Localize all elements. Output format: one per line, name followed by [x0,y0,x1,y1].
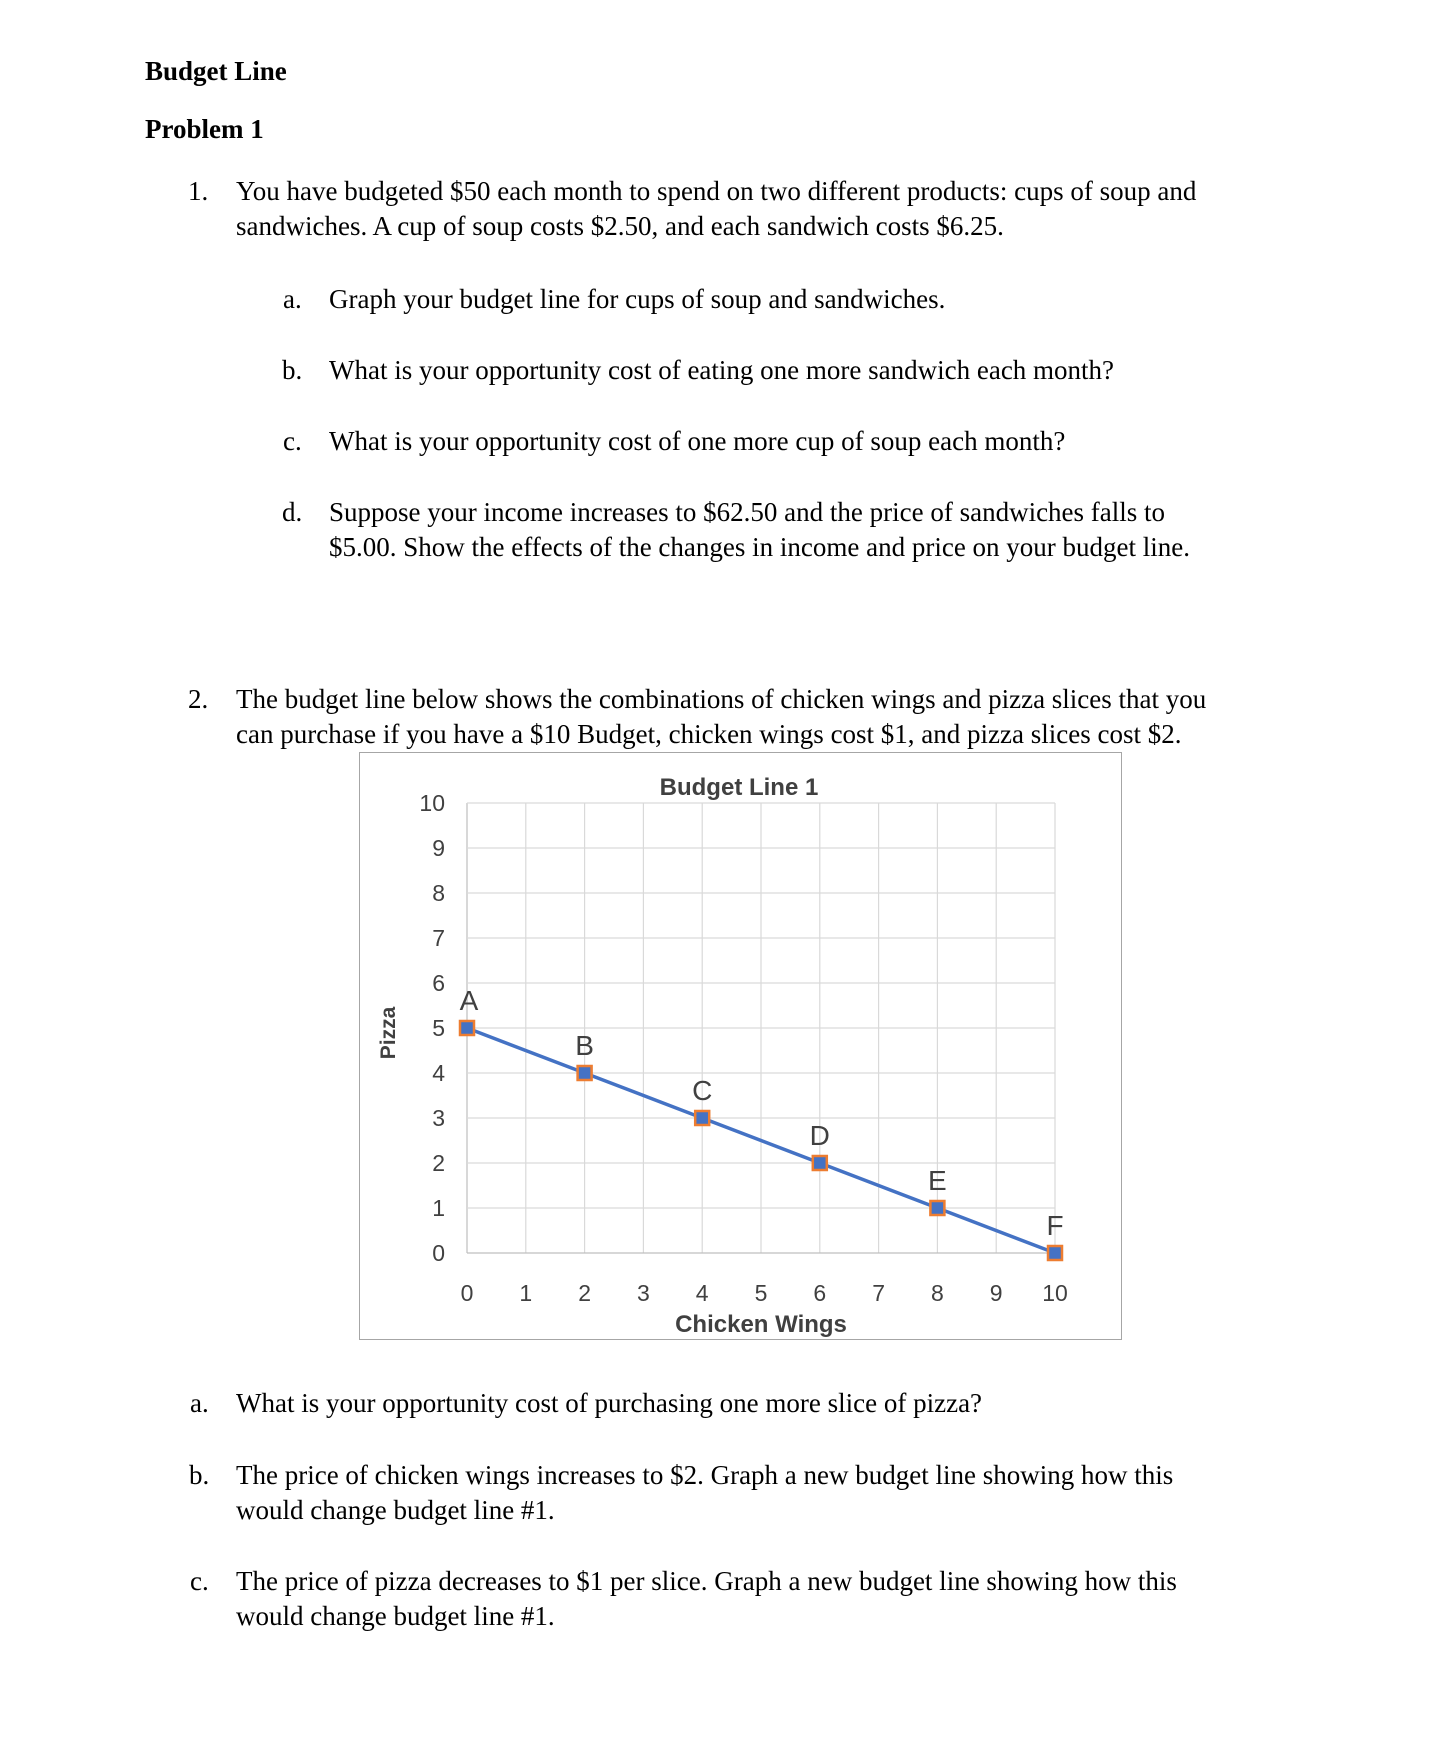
point-marker-A [460,1021,474,1035]
point-marker-D [813,1156,827,1170]
y-tick-label-3: 3 [432,1105,445,1131]
x-tick-label-0: 0 [460,1280,474,1306]
q1d-line-1: Suppose your income increases to $62.50 and the price of sandwiches falls to [329,497,1166,527]
point-label-B: B [575,1030,594,1061]
q2c-line-2: would change budget line #1. [236,1601,555,1631]
point-marker-B [578,1066,592,1080]
x-tick-label-4: 4 [695,1280,709,1306]
x-tick-label-9: 9 [989,1280,1003,1306]
q2a-label: a. [190,1388,209,1418]
point-label-A: A [459,985,479,1016]
chart-series [460,985,1064,1260]
y-tick-label-2: 2 [432,1150,445,1176]
point-label-E: E [928,1165,947,1196]
y-tick-label-8: 8 [432,880,445,906]
q1c-label: c. [283,426,302,456]
x-tick-label-6: 6 [813,1280,827,1306]
q2-number: 2. [188,684,209,714]
point-label-D: D [809,1120,830,1151]
chart-gridlines [467,803,1055,1253]
q1-line-1: You have budgeted $50 each month to spend on two different products: cups of soup and [236,176,1197,206]
q1a-label: a. [283,284,302,314]
q1d-line-2: $5.00. Show the effects of the changes in income and price on your budget line. [329,532,1191,562]
y-tick-label-6: 6 [432,970,445,996]
y-tick-label-4: 4 [432,1060,445,1086]
q1d-label: d. [282,497,303,527]
q1b-text: What is your opportunity cost of eating one more sandwich each month? [329,355,1115,385]
q1a-text: Graph your budget line for cups of soup and sandwiches. [329,284,946,314]
q1-number: 1. [188,176,209,206]
point-marker-C [695,1111,709,1125]
q1-line-2: sandwiches. A cup of soup costs $2.50, and each sandwich costs $6.25. [236,211,1004,241]
x-axis-label: Chicken Wings [675,1311,847,1338]
y-tick-label-7: 7 [432,925,445,951]
y-axis-label: Pizza [377,1006,400,1060]
x-tick-label-3: 3 [637,1280,650,1306]
q1b-label: b. [282,355,303,385]
point-marker-E [930,1201,944,1215]
point-marker-F [1048,1246,1062,1260]
q2b-line-1: The price of chicken wings increases to $2. Graph a new budget line showing how this [236,1460,1174,1490]
y-tick-label-5: 5 [432,1015,445,1041]
q1c-text: What is your opportunity cost of one more cup of soup each month? [329,426,1066,456]
x-tick-label-7: 7 [872,1280,885,1306]
x-tick-label-2: 2 [578,1280,591,1306]
chart-title: Budget Line 1 [659,774,819,801]
y-tick-label-1: 1 [432,1195,445,1221]
x-tick-label-8: 8 [931,1280,944,1306]
q2-line-2: can purchase if you have a $10 Budget, chicken wings cost $1, and pizza slices cost $2. [236,719,1182,749]
x-tick-label-10: 10 [1042,1280,1068,1306]
q2c-label: c. [190,1566,209,1596]
q2c-line-1: The price of pizza decreases to $1 per slice. Graph a new budget line showing how this [236,1566,1177,1596]
x-tick-label-1: 1 [519,1280,533,1306]
y-tick-label-9: 9 [432,835,445,861]
chart-svg [360,753,1120,1338]
x-tick-label-5: 5 [754,1280,768,1306]
q2-line-1: The budget line below shows the combinations of chicken wings and pizza slices that you [236,684,1207,714]
problem-heading: Problem 1 [145,114,264,144]
q2a-text: What is your opportunity cost of purchasing one more slice of pizza? [236,1388,983,1418]
document-title: Budget Line [145,56,287,86]
point-label-F: F [1046,1210,1064,1241]
q2b-line-2: would change budget line #1. [236,1495,555,1525]
y-tick-label-10: 10 [419,790,445,816]
y-tick-label-0: 0 [432,1240,445,1266]
point-label-C: C [692,1075,713,1106]
budget-line-chart [359,752,1122,1340]
q2b-label: b. [189,1460,210,1490]
